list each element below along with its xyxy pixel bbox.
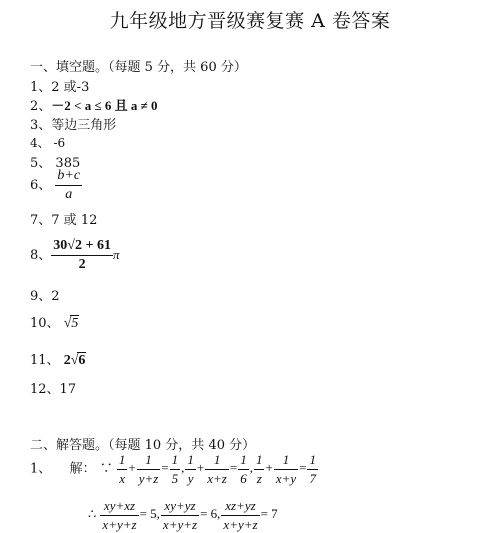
fraction <box>254 452 265 487</box>
denominator: 7 <box>309 471 316 486</box>
fraction <box>55 168 82 203</box>
operator: = 6, <box>200 506 221 522</box>
numerator: 1 <box>274 452 298 470</box>
denominator: x+y+z <box>102 517 137 532</box>
answer-text: 385 <box>55 156 81 171</box>
operator: = <box>161 460 169 476</box>
answer-number: 9、 <box>30 289 52 304</box>
section-fill-blank-heading: 一、填空题。（每题 5 分，共 60 分） <box>30 60 247 75</box>
denominator: x+y+z <box>223 517 258 532</box>
operator: + <box>128 460 136 476</box>
answer-8 <box>30 238 119 273</box>
denominator: y+z <box>138 471 159 486</box>
answer-3 <box>30 114 116 133</box>
operator: = <box>229 460 238 476</box>
answer-text: 7 或 12 <box>51 213 98 228</box>
numerator: 1 <box>117 452 128 470</box>
numerator: xz+yz <box>221 498 259 516</box>
operator: + <box>196 460 205 476</box>
fraction <box>307 452 318 487</box>
fraction <box>117 452 128 487</box>
answer-6 <box>30 168 82 203</box>
numerator: xy+xz <box>100 498 138 516</box>
answer-number: 3、 <box>30 118 52 133</box>
answer-text: 17 <box>59 382 77 397</box>
numerator: 1 <box>137 452 161 470</box>
fraction <box>51 238 113 273</box>
answer-number: 12、 <box>30 382 60 397</box>
fraction <box>274 452 298 487</box>
denominator: 2 <box>78 257 86 272</box>
answer-number: 1、 <box>30 80 52 95</box>
radicand: 6 <box>78 353 86 368</box>
operator: , <box>181 460 185 476</box>
therefore-symbol: ∴ <box>88 507 97 523</box>
solution-prefix: 解： <box>69 461 96 477</box>
numerator: 1 <box>254 452 265 470</box>
operator: = <box>299 460 307 476</box>
denominator: x+y <box>275 471 297 486</box>
denominator: z <box>256 471 262 486</box>
denominator: 6 <box>240 471 247 486</box>
coefficient: 2 <box>63 353 71 368</box>
fraction <box>205 452 229 487</box>
denominator: y <box>187 471 194 486</box>
solution-1-line-1 <box>30 452 318 487</box>
numerator: b+c <box>55 168 82 186</box>
fraction <box>221 498 259 533</box>
solution-1-line-2 <box>88 498 279 533</box>
square-root: √5 <box>63 316 79 331</box>
equation-2 <box>100 498 278 532</box>
answer-text: 2 或-3 <box>51 80 90 95</box>
square-root: √6 <box>70 353 86 368</box>
answer-number: 6、 <box>30 178 52 193</box>
answer-7 <box>30 209 97 228</box>
answer-text: 2 <box>51 289 60 304</box>
answer-number: 2、 <box>30 99 52 114</box>
answer-12 <box>30 378 76 397</box>
answer-11 <box>30 349 86 369</box>
operator: + <box>265 460 273 476</box>
numerator: xy+yz <box>161 498 199 516</box>
fraction <box>238 452 249 487</box>
answer-4 <box>30 134 65 151</box>
denominator: x+y+z <box>162 517 198 532</box>
operator: = 7 <box>260 506 278 522</box>
operator: , <box>249 460 253 476</box>
answer-text: -6 <box>53 136 66 150</box>
numerator: 1 <box>170 452 181 470</box>
answer-number: 10、 <box>30 316 60 331</box>
answer-text: －2 < a ≤ 6 且 a ≠ 0 <box>51 98 158 113</box>
fraction <box>185 452 196 487</box>
fraction <box>100 498 138 533</box>
fraction <box>137 452 161 487</box>
answer-10 <box>30 312 79 332</box>
answer-9 <box>30 285 60 304</box>
fraction <box>170 452 181 487</box>
numerator: 1 <box>238 452 249 470</box>
denominator: 5 <box>171 471 179 486</box>
answer-number: 7、 <box>30 213 52 228</box>
numerator: 1 <box>307 452 318 470</box>
answer-1 <box>30 76 89 95</box>
denominator: a <box>65 187 73 202</box>
answer-2 <box>30 95 157 114</box>
section-solution-heading: 二、解答题。（每题 10 分，共 40 分） <box>30 438 256 453</box>
equation-1 <box>117 452 318 486</box>
page-title: 九年级地方晋级赛复赛 A 卷答案 <box>109 10 391 32</box>
answer-number: 5、 <box>30 156 52 171</box>
numerator: 1 <box>205 452 229 470</box>
fraction <box>161 498 199 533</box>
numerator: 30√2 + 61 <box>51 238 113 256</box>
denominator: x <box>119 471 126 486</box>
operator: = 5, <box>139 506 160 522</box>
because-symbol: ∵ <box>99 461 113 477</box>
answer-text: 等边三角形 <box>51 118 117 133</box>
answer-number: 1、 <box>30 461 52 477</box>
answer-number: 4、 <box>30 136 50 150</box>
numerator: 1 <box>185 452 196 470</box>
denominator: x+z <box>207 471 227 486</box>
answer-number: 8、 <box>30 248 52 263</box>
pi-symbol: π <box>112 247 120 262</box>
radicand: 5 <box>71 316 79 331</box>
answer-number: 11、 <box>30 353 60 368</box>
